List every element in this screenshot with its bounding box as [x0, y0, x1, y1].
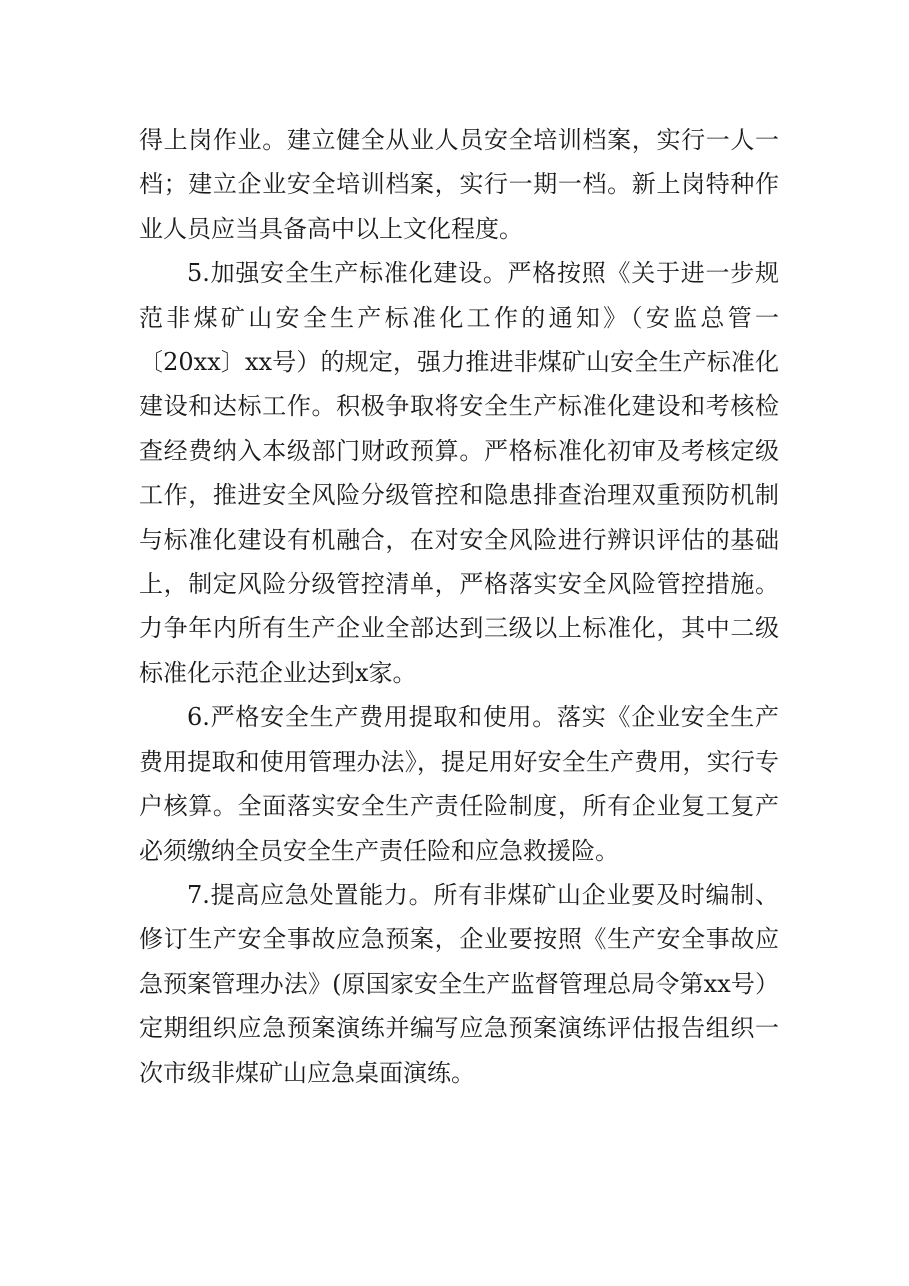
paragraph-training-records: 得上岗作业。建立健全从业人员安全培训档案，实行一人一档；建立企业安全培训档案，实行一期一档。新上岗特种作业人员应当具备高中以上文化程度。: [139, 126, 779, 243]
paragraph-emergency-response: 7.提高应急处置能力。所有非煤矿山企业要及时编制、修订生产安全事故应急预案，企业要按照《生产安全事故应急预案管理办法》(原国家安全生产监督管理总局令第xx号）定期组织应急预案演练并编写应急预案演练评估报告组织一次市级非煤矿山应急桌面演练。: [139, 880, 779, 1087]
document-page: [139, 118, 779, 1095]
paragraph-standardization: 5.加强安全生产标准化建设。严格按照《关于进一步规范非煤矿山安全生产标准化工作的通知》（安监总管一〔20xx〕xx号）的规定，强力推进非煤矿山安全生产标准化建设和达标工作。积极争取将安全生产标准化建设和考核检查经费纳入本级部门财政预算。严格标准化初审及考核定级工作，推进安全风险分级管控和隐患排查治理双重预防机制与标准化建设有机融合，在对安全风险进行辨识评估的基础上，制定风险分级管控清单，严格落实安全风险管控措施。力争年内所有生产企业全部达到三级以上标准化，其中二级标准化示范企业达到x家。: [139, 259, 779, 687]
paragraph-safety-funds: 6.严格安全生产费用提取和使用。落实《企业安全生产费用提取和使用管理办法》，提足用好安全生产费用，实行专户核算。全面落实安全生产责任险制度，所有企业复工复产必须缴纳全员安全生产责任险和应急救援险。: [139, 703, 779, 865]
